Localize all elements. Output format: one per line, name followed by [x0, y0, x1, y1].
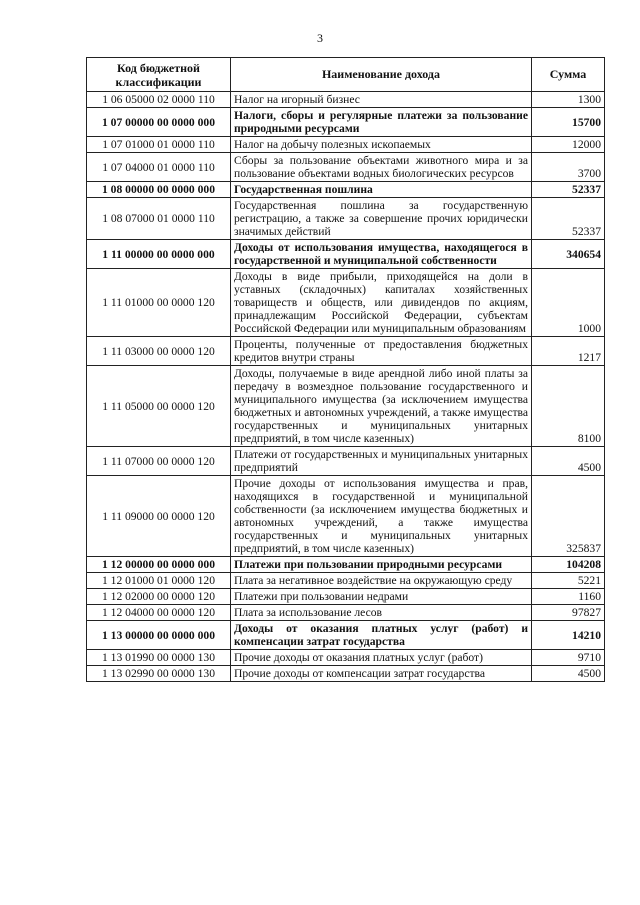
- cell-name: Плата за негативное воздействие на окружающую среду: [231, 573, 532, 589]
- cell-code: 1 13 02990 00 0000 130: [87, 666, 231, 682]
- cell-sum: 9710: [532, 650, 605, 666]
- cell-name: Доходы, получаемые в виде арендной либо иной платы за передачу в возмездное пользование государственного и муниципального имущества (за исключением имущества бюджетных и автономных учреждений, а также имущества государственных и муниципальных унитарных предприятий, в том числе казенных): [231, 366, 532, 447]
- cell-sum: 340654: [532, 240, 605, 269]
- cell-sum: 15700: [532, 108, 605, 137]
- table-row: [87, 447, 605, 476]
- table-row: [87, 621, 605, 650]
- revenue-table: [86, 57, 605, 682]
- cell-name: Платежи при пользовании недрами: [231, 589, 532, 605]
- cell-name: Плата за использование лесов: [231, 605, 532, 621]
- page-number: 3: [317, 31, 323, 45]
- cell-code: 1 07 00000 00 0000 000: [87, 108, 231, 137]
- cell-sum: 14210: [532, 621, 605, 650]
- table-row: [87, 605, 605, 621]
- cell-name: Доходы от использования имущества, находящегося в государственной и муниципальной собственности: [231, 240, 532, 269]
- table-row: [87, 557, 605, 573]
- cell-code: 1 11 01000 00 0000 120: [87, 269, 231, 337]
- cell-sum: 1217: [532, 337, 605, 366]
- cell-code: 1 11 09000 00 0000 120: [87, 476, 231, 557]
- cell-sum: 1300: [532, 92, 605, 108]
- cell-sum: 52337: [532, 182, 605, 198]
- cell-sum: 12000: [532, 137, 605, 153]
- table-row: [87, 269, 605, 337]
- cell-sum: 325837: [532, 476, 605, 557]
- cell-name: Налог на добычу полезных ископаемых: [231, 137, 532, 153]
- cell-sum: 1000: [532, 269, 605, 337]
- table-row: [87, 198, 605, 240]
- table-row: [87, 92, 605, 108]
- cell-sum: 52337: [532, 198, 605, 240]
- cell-name: Прочие доходы от использования имущества и прав, находящихся в государственной и муниципальной собственности (за исключением имущества бюджетных и автономных учреждений, а также имущества государственных и муниципальных унитарных предприятий, в том числе казенных): [231, 476, 532, 557]
- cell-sum: 3700: [532, 153, 605, 182]
- cell-code: 1 13 00000 00 0000 000: [87, 621, 231, 650]
- table-row: [87, 366, 605, 447]
- cell-sum: 4500: [532, 447, 605, 476]
- cell-code: 1 11 03000 00 0000 120: [87, 337, 231, 366]
- table-row: [87, 589, 605, 605]
- cell-name: Сборы за пользование объектами животного мира и за пользование объектами водных биологических ресурсов: [231, 153, 532, 182]
- table-row: [87, 476, 605, 557]
- table-header-row: [87, 58, 605, 92]
- cell-code: 1 13 01990 00 0000 130: [87, 650, 231, 666]
- cell-name: Доходы от оказания платных услуг (работ) и компенсации затрат государства: [231, 621, 532, 650]
- header-sum: Сумма: [532, 58, 605, 92]
- table-row: [87, 650, 605, 666]
- header-code: Код бюджетной классификации: [87, 58, 231, 92]
- table-row: [87, 337, 605, 366]
- table-row: [87, 240, 605, 269]
- cell-code: 1 12 04000 00 0000 120: [87, 605, 231, 621]
- cell-sum: 97827: [532, 605, 605, 621]
- table-row: [87, 153, 605, 182]
- cell-name: Налог на игорный бизнес: [231, 92, 532, 108]
- cell-name: Платежи при пользовании природными ресурсами: [231, 557, 532, 573]
- cell-code: 1 08 00000 00 0000 000: [87, 182, 231, 198]
- cell-name: Проценты, полученные от предоставления бюджетных кредитов внутри страны: [231, 337, 532, 366]
- table-row: [87, 573, 605, 589]
- cell-name: Налоги, сборы и регулярные платежи за пользование природными ресурсами: [231, 108, 532, 137]
- cell-code: 1 06 05000 02 0000 110: [87, 92, 231, 108]
- header-name: Наименование дохода: [231, 58, 532, 92]
- cell-code: 1 11 07000 00 0000 120: [87, 447, 231, 476]
- cell-code: 1 07 04000 01 0000 110: [87, 153, 231, 182]
- cell-sum: 8100: [532, 366, 605, 447]
- cell-code: 1 12 00000 00 0000 000: [87, 557, 231, 573]
- cell-name: Доходы в виде прибыли, приходящейся на доли в уставных (складочных) капиталах хозяйственных товариществ и обществ, или дивидендов по акциям, принадлежащим Российской Федерации, субъектам Российской Федерации или муниципальным образованиям: [231, 269, 532, 337]
- cell-code: 1 12 01000 01 0000 120: [87, 573, 231, 589]
- cell-name: Платежи от государственных и муниципальных унитарных предприятий: [231, 447, 532, 476]
- table-row: [87, 182, 605, 198]
- cell-sum: 1160: [532, 589, 605, 605]
- table-row: [87, 137, 605, 153]
- table-row: [87, 108, 605, 137]
- cell-sum: 4500: [532, 666, 605, 682]
- cell-name: Государственная пошлина за государственную регистрацию, а также за совершение прочих юридически значимых действий: [231, 198, 532, 240]
- cell-sum: 104208: [532, 557, 605, 573]
- cell-code: 1 08 07000 01 0000 110: [87, 198, 231, 240]
- cell-code: 1 11 05000 00 0000 120: [87, 366, 231, 447]
- cell-name: Прочие доходы от оказания платных услуг (работ): [231, 650, 532, 666]
- table-row: [87, 666, 605, 682]
- table-body: [87, 92, 605, 682]
- cell-name: Прочие доходы от компенсации затрат государства: [231, 666, 532, 682]
- cell-name: Государственная пошлина: [231, 182, 532, 198]
- cell-sum: 5221: [532, 573, 605, 589]
- cell-code: 1 12 02000 00 0000 120: [87, 589, 231, 605]
- cell-code: 1 11 00000 00 0000 000: [87, 240, 231, 269]
- cell-code: 1 07 01000 01 0000 110: [87, 137, 231, 153]
